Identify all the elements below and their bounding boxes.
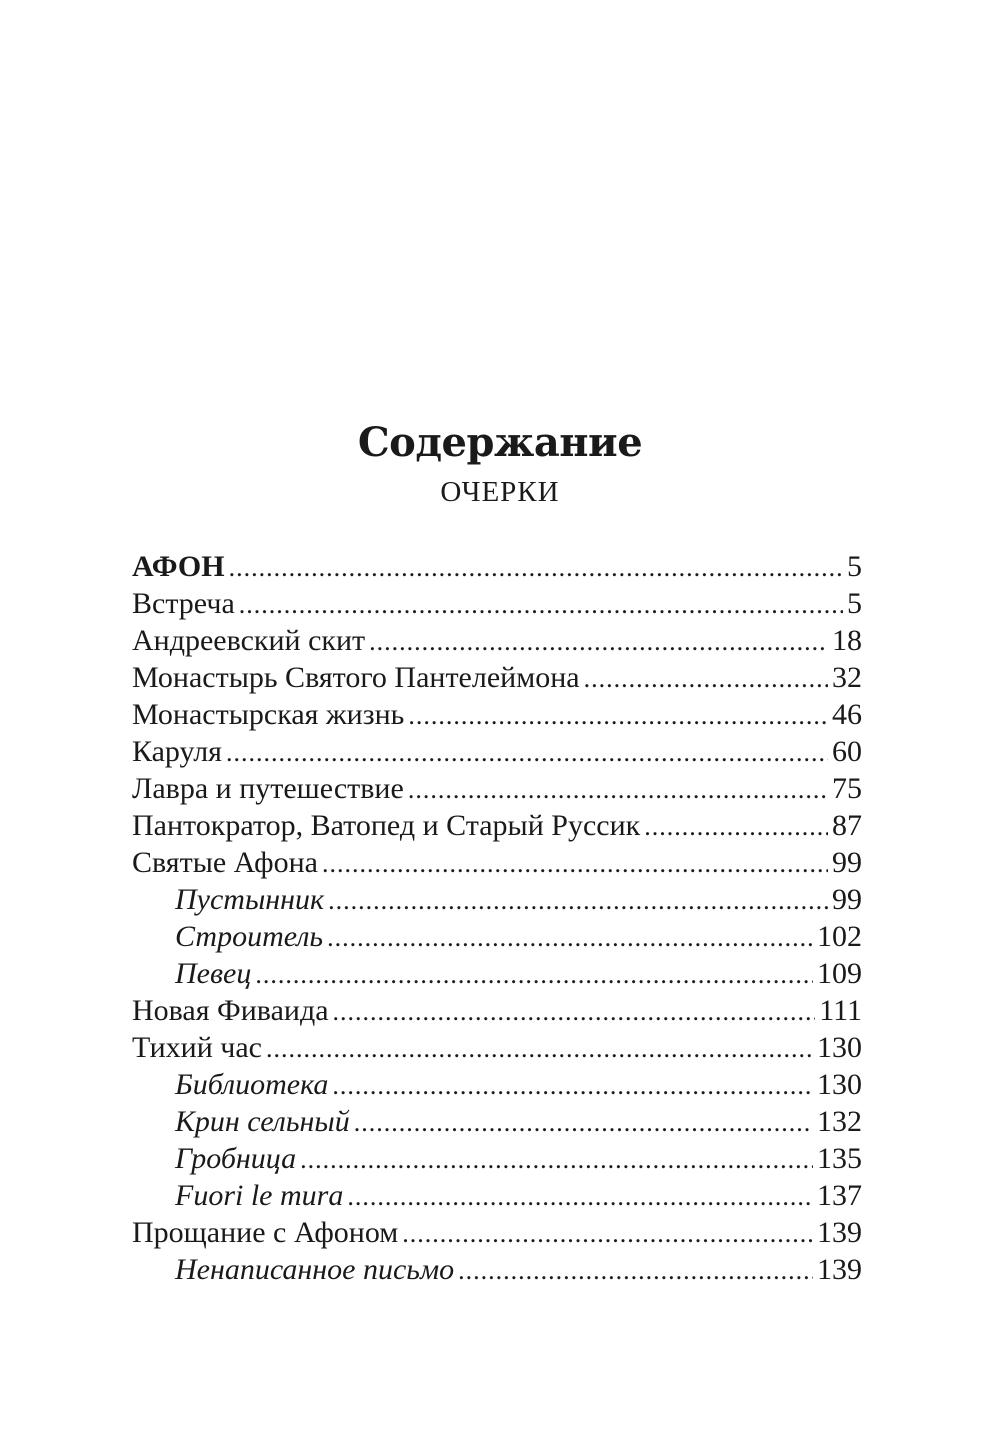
- toc-entry[interactable]: [132, 1214, 862, 1251]
- section-title: ОЧЕРКИ: [440, 476, 560, 508]
- toc-dot-leader: [408, 771, 828, 808]
- toc-page-number: 139: [817, 1253, 862, 1286]
- toc-entry[interactable]: [132, 1029, 862, 1066]
- toc-entry[interactable]: [132, 659, 862, 696]
- toc-page-number: 137: [817, 1179, 862, 1212]
- toc-entry[interactable]: [132, 585, 862, 622]
- toc-dot-leader: [327, 919, 813, 956]
- toc-entry[interactable]: [132, 770, 862, 807]
- toc-dot-leader: [255, 956, 813, 993]
- toc-entry-label: Монастырь Святого Пантелеймона: [132, 661, 580, 694]
- toc-page-number: 75: [832, 772, 862, 805]
- toc-entry-label: Гробница: [175, 1142, 297, 1175]
- toc-dot-leader: [347, 1178, 813, 1215]
- toc-subentry[interactable]: [132, 1066, 862, 1103]
- toc-subentry[interactable]: [132, 1140, 862, 1177]
- toc-page-number: 132: [817, 1105, 862, 1138]
- toc-subentry[interactable]: [132, 1103, 862, 1140]
- toc-page-number: 130: [817, 1031, 862, 1064]
- toc-entry-label: Крин сельный: [175, 1105, 350, 1138]
- toc-page-number: 111: [819, 994, 862, 1027]
- toc-dot-leader: [322, 845, 828, 882]
- toc-page-number: 60: [832, 735, 862, 768]
- toc-subentry[interactable]: [132, 955, 862, 992]
- toc-dot-leader: [402, 1215, 813, 1252]
- toc-dot-leader: [644, 808, 828, 845]
- toc-entry[interactable]: [132, 622, 862, 659]
- toc-entry-label: Ненаписанное письмо: [175, 1253, 455, 1286]
- toc-entry-label: Прощание с Афоном: [132, 1216, 399, 1249]
- toc-dot-leader: [328, 882, 828, 919]
- toc-page-number: 5: [847, 587, 862, 620]
- toc-entry-label: Тихий час: [132, 1031, 262, 1064]
- toc-entry[interactable]: [132, 548, 862, 585]
- toc-entry-label: Монастырская жизнь: [132, 698, 405, 731]
- toc-dot-leader: [300, 1141, 813, 1178]
- toc-page-number: 109: [817, 957, 862, 990]
- toc-entry[interactable]: [132, 807, 862, 844]
- toc-dot-leader: [226, 734, 828, 771]
- toc-dot-leader: [458, 1252, 813, 1289]
- table-of-contents: [132, 548, 862, 1288]
- toc-entry-label: Библиотека: [175, 1068, 329, 1101]
- toc-page-number: 87: [832, 809, 862, 842]
- toc-page-number: 32: [832, 661, 862, 694]
- toc-page-number: 99: [832, 883, 862, 916]
- toc-page-number: 139: [817, 1216, 862, 1249]
- toc-entry-label: Новая Фиваида: [132, 994, 329, 1027]
- page-title: Содержание: [357, 418, 643, 466]
- toc-entry[interactable]: [132, 992, 862, 1029]
- toc-entry-label: Певец: [175, 957, 252, 990]
- toc-dot-leader: [332, 1067, 813, 1104]
- toc-dot-leader: [354, 1104, 813, 1141]
- toc-subentry[interactable]: [132, 1177, 862, 1214]
- toc-page-number: 18: [832, 624, 862, 657]
- toc-entry-label: Пустынник: [175, 883, 325, 916]
- toc-entry-label: Андреевский скит: [132, 624, 366, 657]
- toc-entry-label: Лавра и путешествие: [132, 772, 404, 805]
- toc-entry-label: Встреча: [132, 587, 235, 620]
- toc-entry-label: Святые Афона: [132, 846, 318, 879]
- toc-page-number: 130: [817, 1068, 862, 1101]
- toc-page-number: 135: [817, 1142, 862, 1175]
- toc-entry[interactable]: [132, 696, 862, 733]
- toc-entry-label: Пантократор, Ватопед и Старый Руссик: [132, 809, 641, 842]
- toc-dot-leader: [229, 549, 843, 586]
- toc-entry[interactable]: [132, 733, 862, 770]
- toc-page-number: 5: [847, 550, 862, 583]
- toc-page-number: 46: [832, 698, 862, 731]
- toc-entry-label: Fuori le mura: [175, 1179, 344, 1212]
- toc-subentry[interactable]: [132, 1251, 862, 1288]
- toc-entry-label: Каруля: [132, 735, 222, 768]
- toc-dot-leader: [239, 586, 843, 623]
- toc-dot-leader: [584, 660, 828, 697]
- toc-entry[interactable]: [132, 844, 862, 881]
- toc-dot-leader: [333, 993, 816, 1030]
- toc-dot-leader: [408, 697, 828, 734]
- toc-subentry[interactable]: [132, 881, 862, 918]
- toc-entry-label: АФОН: [132, 550, 225, 583]
- toc-page-number: 102: [817, 920, 862, 953]
- toc-entry-label: Строитель: [175, 920, 324, 953]
- toc-dot-leader: [369, 623, 828, 660]
- toc-subentry[interactable]: [132, 918, 862, 955]
- toc-dot-leader: [266, 1030, 813, 1067]
- toc-page-number: 99: [832, 846, 862, 879]
